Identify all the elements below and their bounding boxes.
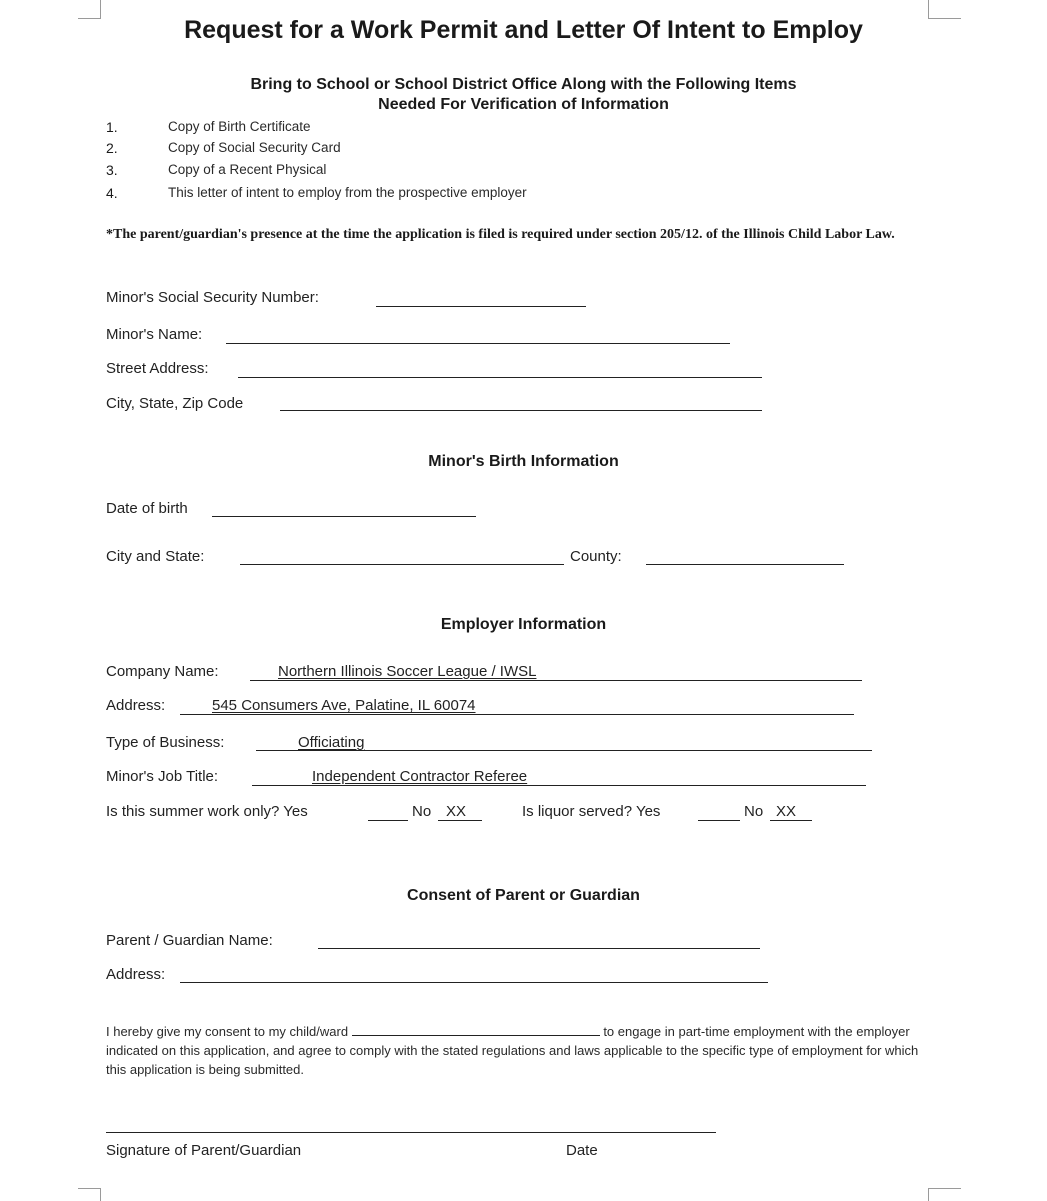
consent-statement bbox=[106, 1022, 936, 1079]
minor-name-label: Minor's Name: bbox=[106, 326, 203, 343]
ssn-field[interactable] bbox=[376, 306, 586, 307]
minor-name-field[interactable] bbox=[226, 343, 730, 344]
job-title-value: Independent Contractor Referee bbox=[312, 768, 528, 785]
employer-address-value: 545 Consumers Ave, Palatine, IL 60074 bbox=[212, 697, 476, 714]
job-title-label: Minor's Job Title: bbox=[106, 768, 219, 785]
item-text: Copy of Social Security Card bbox=[168, 140, 341, 155]
signature-line[interactable] bbox=[106, 1132, 716, 1133]
street-address-field[interactable] bbox=[238, 377, 762, 378]
liquor-yes-field[interactable] bbox=[698, 820, 740, 821]
dob-label: Date of birth bbox=[106, 500, 188, 517]
item-text: This letter of intent to employ from the prospective employer bbox=[168, 185, 527, 200]
crop-mark-bottom-left bbox=[78, 1188, 101, 1201]
consent-text-after: to engage in part-time employment with the employer indicated on this application, and agree to comply with the stated regulations and laws applicable to the specific type of employment for which this application is being submitted. bbox=[106, 1024, 919, 1077]
guardian-address-label: Address: bbox=[106, 966, 166, 983]
legal-note: *The parent/guardian's presence at the time the application is filed is required under section 205/12. of the Illinois Child Labor Law. bbox=[106, 227, 895, 242]
summer-work-label: Is this summer work only? Yes bbox=[106, 803, 308, 820]
liquor-served-label: Is liquor served? Yes bbox=[522, 803, 661, 820]
summer-no-field[interactable] bbox=[438, 820, 482, 821]
item-number: 4. bbox=[106, 185, 118, 201]
item-number: 2. bbox=[106, 140, 118, 156]
birth-city-field[interactable] bbox=[240, 564, 564, 565]
county-field[interactable] bbox=[646, 564, 844, 565]
signature-label: Signature of Parent/Guardian bbox=[106, 1142, 302, 1159]
birth-info-heading: Minor's Birth Information bbox=[428, 453, 619, 470]
consent-heading: Consent of Parent or Guardian bbox=[407, 887, 640, 904]
employer-info-heading: Employer Information bbox=[440, 616, 607, 633]
summer-yes-field[interactable] bbox=[368, 820, 408, 821]
summer-no-value: XX bbox=[446, 803, 467, 820]
business-type-value: Officiating bbox=[298, 734, 365, 751]
guardian-name-label: Parent / Guardian Name: bbox=[106, 932, 273, 949]
date-label: Date bbox=[566, 1142, 598, 1159]
guardian-address-field[interactable] bbox=[180, 982, 768, 983]
guardian-name-field[interactable] bbox=[318, 948, 760, 949]
dob-field[interactable] bbox=[212, 516, 476, 517]
business-type-label: Type of Business: bbox=[106, 734, 225, 751]
consent-text-before: I hereby give my consent to my child/ward bbox=[106, 1024, 349, 1039]
company-name-value: Northern Illinois Soccer League / IWSL bbox=[278, 663, 537, 680]
subtitle-line-2: Needed For Verification of Information bbox=[378, 96, 669, 113]
birth-city-label: City and State: bbox=[106, 548, 205, 565]
county-label: County: bbox=[570, 548, 622, 565]
street-address-label: Street Address: bbox=[106, 360, 209, 377]
summer-no-label: No bbox=[412, 803, 432, 820]
employer-address-field[interactable] bbox=[180, 714, 854, 715]
liquor-no-field[interactable] bbox=[770, 820, 812, 821]
item-text: Copy of a Recent Physical bbox=[168, 162, 327, 177]
item-number: 1. bbox=[106, 119, 118, 135]
item-number: 3. bbox=[106, 162, 118, 178]
crop-mark-bottom-right bbox=[928, 1188, 961, 1201]
city-state-zip-label: City, State, Zip Code bbox=[106, 395, 244, 412]
liquor-no-value: XX bbox=[776, 803, 797, 820]
child-ward-field[interactable] bbox=[352, 1023, 600, 1036]
item-text: Copy of Birth Certificate bbox=[168, 119, 311, 134]
ssn-label: Minor's Social Security Number: bbox=[106, 289, 319, 306]
document-title: Request for a Work Permit and Letter Of Intent to Employ bbox=[184, 16, 863, 44]
job-title-field[interactable] bbox=[252, 785, 866, 786]
city-state-zip-field[interactable] bbox=[280, 410, 762, 411]
company-name-field[interactable] bbox=[250, 680, 862, 681]
subtitle-line-1: Bring to School or School District Office Along with the Following Items bbox=[250, 76, 797, 93]
employer-address-label: Address: bbox=[106, 697, 166, 714]
liquor-no-label: No bbox=[744, 803, 764, 820]
company-name-label: Company Name: bbox=[106, 663, 219, 680]
